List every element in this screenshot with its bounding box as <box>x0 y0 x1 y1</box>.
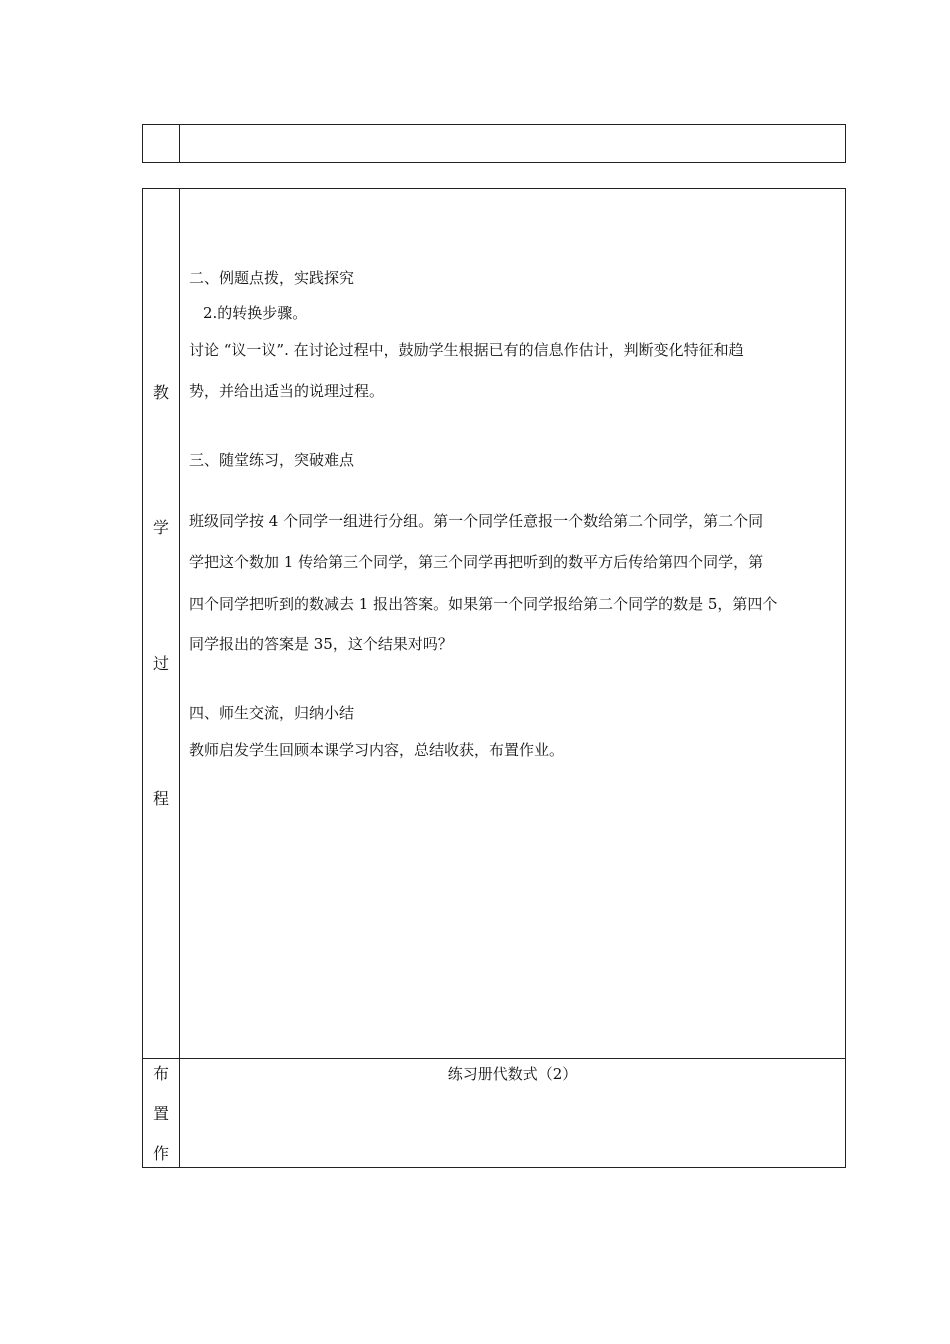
side-label-char: 学 <box>152 518 169 537</box>
conversion-steps-line: 2.的转换步骤。 <box>203 304 308 322</box>
homework-label-char: 作 <box>152 1144 169 1163</box>
main-table <box>142 188 846 1168</box>
side-label-char: 程 <box>152 789 169 808</box>
exercise-line-2: 学把这个数加 1 传给第三个同学，第三个同学再把听到的数平方后传给第四个同学，第 <box>189 553 764 571</box>
side-label-char: 过 <box>152 654 169 673</box>
summary-line: 教师启发学生回顾本课学习内容，总结收获，布置作业。 <box>189 741 565 759</box>
main-table-column-divider <box>179 188 180 1168</box>
top-table-divider <box>179 124 180 163</box>
homework-label-char: 布 <box>152 1064 169 1083</box>
discussion-line-2: 势，并给出适当的说理过程。 <box>189 382 385 400</box>
exercise-line-1: 班级同学按 4 个同学一组进行分组。第一个同学任意报一个数给第二个同学，第二个同 <box>189 512 764 530</box>
section-heading-3: 三、随堂练习，突破难点 <box>189 451 355 469</box>
top-table <box>142 124 846 163</box>
exercise-line-4: 同学报出的答案是 35，这个结果对吗？ <box>189 635 453 653</box>
homework-row-divider <box>142 1058 846 1059</box>
homework-label-char: 置 <box>152 1104 169 1123</box>
section-heading-2: 二、例题点拨，实践探究 <box>189 269 355 287</box>
discussion-line-1: 讨论 “议一议”. 在讨论过程中，鼓励学生根据已有的信息作估计，判断变化特征和趋 <box>189 341 744 359</box>
side-label-char: 教 <box>152 383 169 402</box>
section-heading-4: 四、师生交流，归纳小结 <box>189 704 355 722</box>
exercise-line-3: 四个同学把听到的数减去 1 报出答案。如果第一个同学报给第二个同学的数是 5，第四个 <box>189 595 778 613</box>
homework-content: 练习册代数式（2） <box>447 1065 578 1083</box>
